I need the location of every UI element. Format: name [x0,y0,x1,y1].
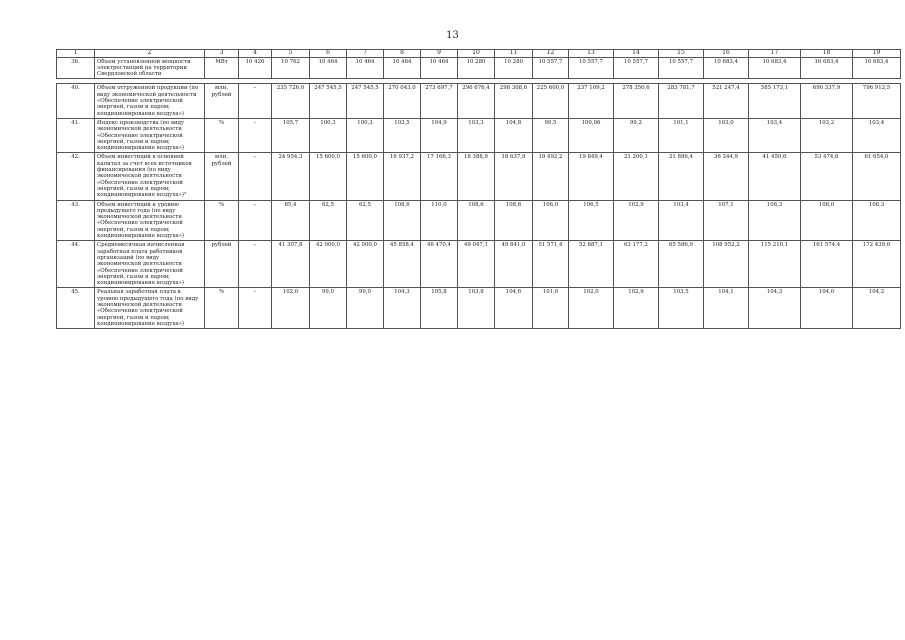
row-number: 44. [57,241,95,288]
indicator-name: Среднемесячная начисленная заработная плата работников организаций (по виду экономической деятельности «Обеспечение электрической энергией, газом и паром; кондиционирование воздуха») [95,241,205,288]
value-cell: 99,0 [347,288,384,329]
table-row [57,118,901,152]
value-cell: 585 173,1 [749,84,801,118]
value-cell: 247 545,5 [310,84,347,118]
value-cell: 172 439,6 [853,241,901,288]
header-cell: 10 [458,50,495,58]
unit-cell: % [205,288,239,329]
value-cell: 103,4 [659,200,704,241]
value-cell: 101,1 [659,118,704,152]
value-cell: 103,8 [458,288,495,329]
unit-cell: % [205,118,239,152]
base-value-cell: – [239,84,272,118]
value-cell: 15 600,0 [347,153,384,200]
value-cell: 10 683,4 [853,57,901,79]
value-cell: 41 307,8 [272,241,310,288]
value-cell: 15 600,0 [310,153,347,200]
value-cell: 161 574,4 [801,241,853,288]
base-value-cell: – [239,200,272,241]
value-cell: 51 571,4 [533,241,569,288]
value-cell: 10 683,4 [801,57,853,79]
value-cell: 16 937,2 [384,153,421,200]
value-cell: 101,0 [533,288,569,329]
row-number: 45. [57,288,95,329]
header-cell: 12 [533,50,569,58]
table-row [57,153,901,200]
value-cell: 103,4 [749,118,801,152]
unit-cell: млн. рублей [205,153,239,200]
value-cell: 103,2 [801,118,853,152]
value-cell: 104,9 [421,118,458,152]
value-cell: 49 047,1 [458,241,495,288]
value-cell: 53 474,6 [801,153,853,200]
base-value-cell: – [239,153,272,200]
base-value-cell: – [239,241,272,288]
value-cell: 102,9 [614,200,659,241]
value-cell: 17 166,3 [421,153,458,200]
value-cell: 104,0 [801,288,853,329]
unit-cell: млн. рублей [205,84,239,118]
value-cell: 104,1 [704,288,749,329]
value-cell: 10 557,7 [569,57,614,79]
row-number: 40. [57,84,95,118]
value-cell: 108,6 [384,200,421,241]
header-cell: 3 [205,50,239,58]
header-cell: 5 [272,50,310,58]
page-number: 13 [446,30,459,41]
value-cell: 103,5 [384,118,421,152]
value-cell: 796 912,5 [853,84,901,118]
value-cell: 104,2 [853,288,901,329]
header-cell: 8 [384,50,421,58]
header-cell: 13 [569,50,614,58]
value-cell: 21 886,4 [659,153,704,200]
value-cell: 10 683,4 [749,57,801,79]
value-cell: 108,0 [801,200,853,241]
header-cell: 1 [57,50,95,58]
value-cell: 108,3 [749,200,801,241]
unit-cell: % [205,200,239,241]
value-cell: 108 952,2 [704,241,749,288]
table-row [57,288,901,329]
header-cell: 19 [853,50,901,58]
value-cell: 99,0 [310,288,347,329]
value-cell: 99,5 [533,118,569,152]
value-cell: 62,5 [347,200,384,241]
value-cell: 273 697,7 [421,84,458,118]
value-cell: 106,5 [569,200,614,241]
value-cell: 24 954,3 [272,153,310,200]
value-cell: 85,4 [272,200,310,241]
value-cell: 108,6 [495,200,533,241]
indicator-name: Реальная заработная плата к уровню предыдущего года (по виду экономической деятельности «Обеспечение электрической энергией, газом и паром; кондиционирование воздуха») [95,288,205,329]
header-cell: 18 [801,50,853,58]
base-value-cell: 10 426 [239,57,272,79]
indicator-name: Объем отгруженной продукции (по виду экономической деятельности «Обеспечение электрической энергией, газом и паром; кондиционирование воздуха») [95,84,205,118]
header-cell: 11 [495,50,533,58]
value-cell: 102,0 [569,288,614,329]
value-cell: 10 683,4 [704,57,749,79]
value-cell: 103,4 [853,118,901,152]
value-cell: 690 337,9 [801,84,853,118]
value-cell: 283 781,7 [659,84,704,118]
value-cell: 110,0 [421,200,458,241]
value-cell: 10 280 [495,57,533,79]
value-cell: 290 676,4 [458,84,495,118]
indicator-name: Объем инвестиций в основной капитал за счет всех источников финансирования (по виду экономической деятельности «Обеспечение электрической энергией, газом и паром; кондиционирование воздуха»)³ [95,153,205,200]
value-cell: 99,2 [614,118,659,152]
table-row [57,200,901,241]
value-cell: 52 687,1 [569,241,614,288]
value-cell: 10 762 [272,57,310,79]
value-cell: 102,0 [272,288,310,329]
row-number: 36. [57,57,95,79]
value-cell: 100,3 [310,118,347,152]
value-cell: 65 586,9 [659,241,704,288]
base-value-cell: – [239,118,272,152]
value-cell: 108,6 [458,200,495,241]
value-cell: 21 200,1 [614,153,659,200]
value-cell: 19 849,4 [569,153,614,200]
table-row [57,241,901,288]
row-number: 41. [57,118,95,152]
value-cell: 100,06 [569,118,614,152]
value-cell: 105,8 [421,288,458,329]
value-cell: 278 350,6 [614,84,659,118]
value-cell: 103,3 [458,118,495,152]
indicator-name: Объем установленной мощности электростанций на территории Свердловской области [95,57,205,79]
row-number: 43. [57,200,95,241]
value-cell: 270 043,0 [384,84,421,118]
value-cell: 106,0 [533,200,569,241]
value-cell: 18 388,9 [458,153,495,200]
value-cell: 521 247,4 [704,84,749,118]
value-cell: 104,6 [495,288,533,329]
value-cell: 298 308,6 [495,84,533,118]
header-cell: 14 [614,50,659,58]
data-table [56,49,901,329]
value-cell: 247 545,5 [347,84,384,118]
value-cell: 108,3 [853,200,901,241]
header-cell: 2 [95,50,205,58]
value-cell: 225 600,0 [533,84,569,118]
value-cell: 102,9 [614,288,659,329]
header-cell: 17 [749,50,801,58]
value-cell: 235 726,0 [272,84,310,118]
header-cell: 15 [659,50,704,58]
row-number: 42. [57,153,95,200]
header-row [57,50,901,58]
value-cell: 115 210,1 [749,241,801,288]
value-cell: 36 344,9 [704,153,749,200]
header-cell: 16 [704,50,749,58]
value-cell: 103,0 [704,118,749,152]
value-cell: 62,5 [310,200,347,241]
value-cell: 10 464 [310,57,347,79]
value-cell: 42 000,0 [347,241,384,288]
value-cell: 105,7 [272,118,310,152]
value-cell: 104,3 [384,288,421,329]
value-cell: 10 557,7 [659,57,704,79]
value-cell: 63 177,2 [614,241,659,288]
value-cell: 104,3 [749,288,801,329]
value-cell: 49 841,0 [495,241,533,288]
base-value-cell: – [239,288,272,329]
value-cell: 45 858,4 [384,241,421,288]
value-cell: 10 464 [421,57,458,79]
header-cell: 7 [347,50,384,58]
indicator-name: Объем инвестиций к уровню предыдущего года (по виду экономической деятельности «Обеспечение электрической энергией, газом и паром; кондиционирование воздуха») [95,200,205,241]
value-cell: 10 557,7 [533,57,569,79]
value-cell: 103,5 [659,288,704,329]
header-cell: 6 [310,50,347,58]
value-cell: 42 000,0 [310,241,347,288]
header-cell: 4 [239,50,272,58]
value-cell: 41 450,6 [749,153,801,200]
value-cell: 104,8 [495,118,533,152]
value-cell: 10 464 [384,57,421,79]
value-cell: 10 280 [458,57,495,79]
value-cell: 19 492,2 [533,153,569,200]
value-cell: 237 109,2 [569,84,614,118]
table-row [57,84,901,118]
value-cell: 61 654,0 [853,153,901,200]
value-cell: 107,1 [704,200,749,241]
value-cell: 46 470,4 [421,241,458,288]
value-cell: 18 637,9 [495,153,533,200]
table-row [57,57,901,79]
value-cell: 100,3 [347,118,384,152]
indicator-name: Индекс производства (по виду экономической деятельности «Обеспечение электрической энергией, газом и паром; кондиционирование воздуха») [95,118,205,152]
unit-cell: рублей [205,241,239,288]
header-cell: 9 [421,50,458,58]
value-cell: 10 464 [347,57,384,79]
value-cell: 10 557,7 [614,57,659,79]
unit-cell: МВт [205,57,239,79]
